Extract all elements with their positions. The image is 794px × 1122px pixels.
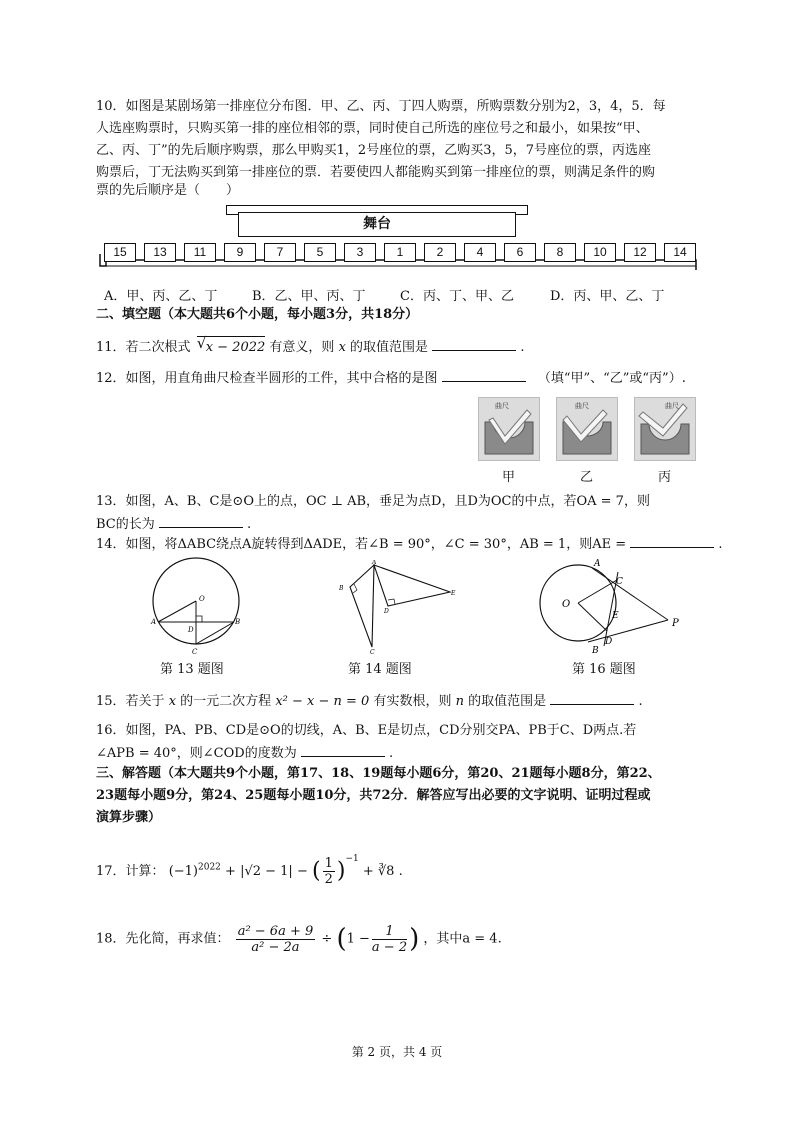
q15-equation: x² − x − n = 0 xyxy=(275,694,370,709)
square-tool-semicircle-icon xyxy=(635,398,695,460)
q17-pre: 17．计算： xyxy=(96,864,165,879)
seat: 4 xyxy=(464,243,496,262)
right-paren-icon: ) xyxy=(409,924,420,954)
fig16-label-d: D xyxy=(605,637,613,647)
q10-line-2: 人选座购票时，只购买第一排的座位相邻的票，同时使自己所选的座位号之和最小，如果按“甲、 xyxy=(96,121,649,136)
q15-n: n xyxy=(455,694,464,709)
q18-inner-fraction xyxy=(372,924,407,955)
section-3-heading-3: 演算步骤） xyxy=(96,810,162,825)
seat: 13 xyxy=(144,243,176,262)
left-paren-icon: ( xyxy=(311,858,321,884)
fig16-label-e: E xyxy=(612,611,619,621)
q12-hint: （填“甲”、“乙”或“丙”）. xyxy=(537,371,686,386)
q17 xyxy=(96,844,706,887)
q18-end: . xyxy=(497,931,502,947)
q10-line-5: 票的先后顺序是（ ） xyxy=(96,183,240,198)
seat: 10 xyxy=(584,243,616,262)
fig14-label-e: E xyxy=(451,590,456,597)
q18 xyxy=(96,922,706,957)
q18-inner: 1 − xyxy=(346,931,370,947)
seat: 15 xyxy=(104,243,136,262)
seat: 8 xyxy=(544,243,576,262)
q11-radicand: x − 2022 xyxy=(205,340,266,355)
seat: 12 xyxy=(624,243,656,262)
section-3-heading-2: 23题每小题9分，第24、25题每小题10分，共72分．解答应写出必要的文字说明、证明过程或 xyxy=(96,788,651,803)
q18-den: a² − 2a xyxy=(251,939,300,955)
stage-label: 舞台 xyxy=(238,212,516,237)
q17-end: . xyxy=(398,864,403,879)
q12-photo-bing xyxy=(634,397,696,461)
fig13-label-a: A xyxy=(151,618,157,626)
q18-main-fraction xyxy=(236,924,316,955)
seat: 3 xyxy=(344,243,376,262)
page-footer: 第 2 页，共 4 页 xyxy=(351,1045,443,1059)
q11-answer-blank[interactable] xyxy=(432,336,516,351)
right-paren-icon: ) xyxy=(336,858,346,884)
q11-post: 有意义，则 xyxy=(269,340,335,355)
q16-end: . xyxy=(388,746,394,761)
seat: 1 xyxy=(384,243,416,262)
radical-sign-icon: √ xyxy=(196,334,207,352)
q17-term1: (−1) xyxy=(168,864,198,879)
square-tool-semicircle-icon xyxy=(557,398,617,460)
seat: 9 xyxy=(224,243,256,262)
q17-term1-exp: 2022 xyxy=(198,862,221,873)
fig14-label-c: C xyxy=(370,649,375,655)
q18-inner-num: 1 xyxy=(372,924,407,940)
q15-mid: 的一元二次方程 xyxy=(180,694,272,709)
q16-answer-blank[interactable] xyxy=(301,742,385,757)
q12-answer-blank[interactable] xyxy=(442,367,526,382)
fig16-label-b: B xyxy=(592,646,599,656)
q17-frac-num: 1 xyxy=(324,856,333,871)
q12-photo-yi xyxy=(556,397,618,461)
q15-answer-blank[interactable] xyxy=(550,690,634,705)
q16-line-1: 16．如图，PA、PB、CD是⊙O的切线，A、B、E是切点，CD分别交PA、PB于C、D两点.若 xyxy=(96,723,637,738)
q17-frac-den: 2 xyxy=(324,872,333,887)
left-paren-icon: ( xyxy=(336,924,347,954)
fig16-diagram xyxy=(530,558,690,656)
photo-label-yi: 乙 xyxy=(580,470,594,485)
q13-line-2-text: BC的长为 xyxy=(96,517,155,532)
seat: 2 xyxy=(424,243,456,262)
fig13-caption: 第 13 题图 xyxy=(160,662,224,677)
fig13-label-c: C xyxy=(192,648,198,655)
q11 xyxy=(96,336,706,358)
q17-fraction xyxy=(323,856,335,887)
seat: 11 xyxy=(184,243,216,262)
q16-line-2-text: ∠APB = 40°，则∠COD的度数为 xyxy=(96,746,297,761)
fig14-diagram xyxy=(334,560,464,655)
fig14-label-a: A xyxy=(372,560,377,566)
q18-num: a² − 6a + 9 xyxy=(237,923,314,939)
q11-post2: 的取值范围是 xyxy=(350,340,429,355)
q17-term2: + |√2 − 1| − xyxy=(225,864,308,879)
section-3-heading-1: 三、解答题（本大题共9个小题，第17、18、19题每小题6分，第20、21题每小题8分，第22、 xyxy=(96,766,661,781)
fig14-label-b: B xyxy=(339,585,344,592)
section-2-heading: 二、填空题（本大题共6个小题，每小题3分，共18分） xyxy=(96,307,419,322)
q12-text: 12．如图，用直角曲尺检查半圆形的工件，其中合格的是图 xyxy=(96,371,438,386)
q14-answer-blank[interactable] xyxy=(630,533,714,548)
seat: 14 xyxy=(664,243,696,262)
q18-inner-den: a − 2 xyxy=(371,939,408,955)
q15-post2: 的取值范围是 xyxy=(468,694,547,709)
q10-line-4: 购票后，丁无法购买到第一排座位的票．若要使四人都能购买到第一排座位的票，则满足条件的购 xyxy=(96,165,656,180)
fig16-label-c: C xyxy=(616,577,623,587)
q11-pre: 11．若二次根式 xyxy=(96,340,191,355)
seat: 6 xyxy=(504,243,536,262)
q11-end: . xyxy=(520,340,525,355)
q15-var: x xyxy=(168,694,177,709)
q12 xyxy=(96,367,706,389)
tool-label: 曲尺 xyxy=(665,402,679,410)
fig16-caption: 第 16 题图 xyxy=(572,662,636,677)
q10-line-3: 乙、丙、丁”的先后顺序购票，那么甲购买1，2号座位的票，乙购买3，5，7号座位的票，丙选座 xyxy=(96,143,652,158)
q15-post: 有实数根，则 xyxy=(373,694,452,709)
seat-row xyxy=(98,240,698,274)
tool-label: 曲尺 xyxy=(575,402,589,410)
q18-div: ÷ xyxy=(321,931,333,947)
q10-option-d: D．丙、甲、乙、丁 xyxy=(550,289,665,304)
seat: 5 xyxy=(304,243,336,262)
q17-frac-exp: −1 xyxy=(345,854,359,864)
q10-option-c: C．丙、丁、甲、乙 xyxy=(400,289,514,304)
q13-answer-blank[interactable] xyxy=(159,513,243,528)
q16-line-2 xyxy=(96,742,706,764)
fig16-label-o: O xyxy=(562,599,571,610)
q10-option-b: B．乙、甲、丙、丁 xyxy=(252,289,366,304)
photo-label-bing: 丙 xyxy=(658,470,672,485)
square-tool-semicircle-icon xyxy=(479,398,539,460)
q13-line-2 xyxy=(96,513,706,535)
fig16-label-p: P xyxy=(672,618,679,629)
fig14-label-d: D xyxy=(384,608,389,615)
fig16-label-a: A xyxy=(594,559,601,569)
fig13-label-d: D xyxy=(188,626,194,634)
q13-end: . xyxy=(247,517,252,532)
q15-pre: 15．若关于 xyxy=(96,694,165,709)
q11-radical xyxy=(197,336,266,358)
q18-pre: 18．先化简，再求值： xyxy=(96,931,230,947)
q10-line-1: 10．如图是某剧场第一排座位分布图．甲、乙、丙、丁四人购票，所购票数分别为2，3，4，5．每 xyxy=(96,99,666,114)
q15-end: . xyxy=(638,694,643,709)
q12-photo-jia xyxy=(478,397,540,461)
seat: 7 xyxy=(264,243,296,262)
fig14-caption: 第 14 题图 xyxy=(348,662,412,677)
q14 xyxy=(96,533,723,555)
fig13-label-b: B xyxy=(235,618,241,626)
tool-label: 曲尺 xyxy=(495,402,509,410)
q14-end: . xyxy=(718,537,723,552)
q15 xyxy=(96,690,706,712)
q10-option-a: A．甲、丙、乙、丁 xyxy=(104,289,218,304)
q17-term3: + ∛8 xyxy=(362,864,395,879)
q13-line-1: 13．如图，A、B、C是⊙O上的点，OC ⊥ AB，垂足为点D，且D为OC的中点，若OA = 7，则 xyxy=(96,494,650,509)
photo-label-jia: 甲 xyxy=(502,470,516,485)
q14-text: 14．如图，将ΔABC绕点A旋转得到ΔADE，若∠B = 90°，∠C = 30°，AB = 1，则AE = xyxy=(96,537,627,552)
q11-var: x xyxy=(338,340,346,355)
fig13-label-o: O xyxy=(199,595,205,603)
fig13-diagram xyxy=(148,555,244,655)
q18-post: ，其中a = 4 xyxy=(423,931,498,947)
